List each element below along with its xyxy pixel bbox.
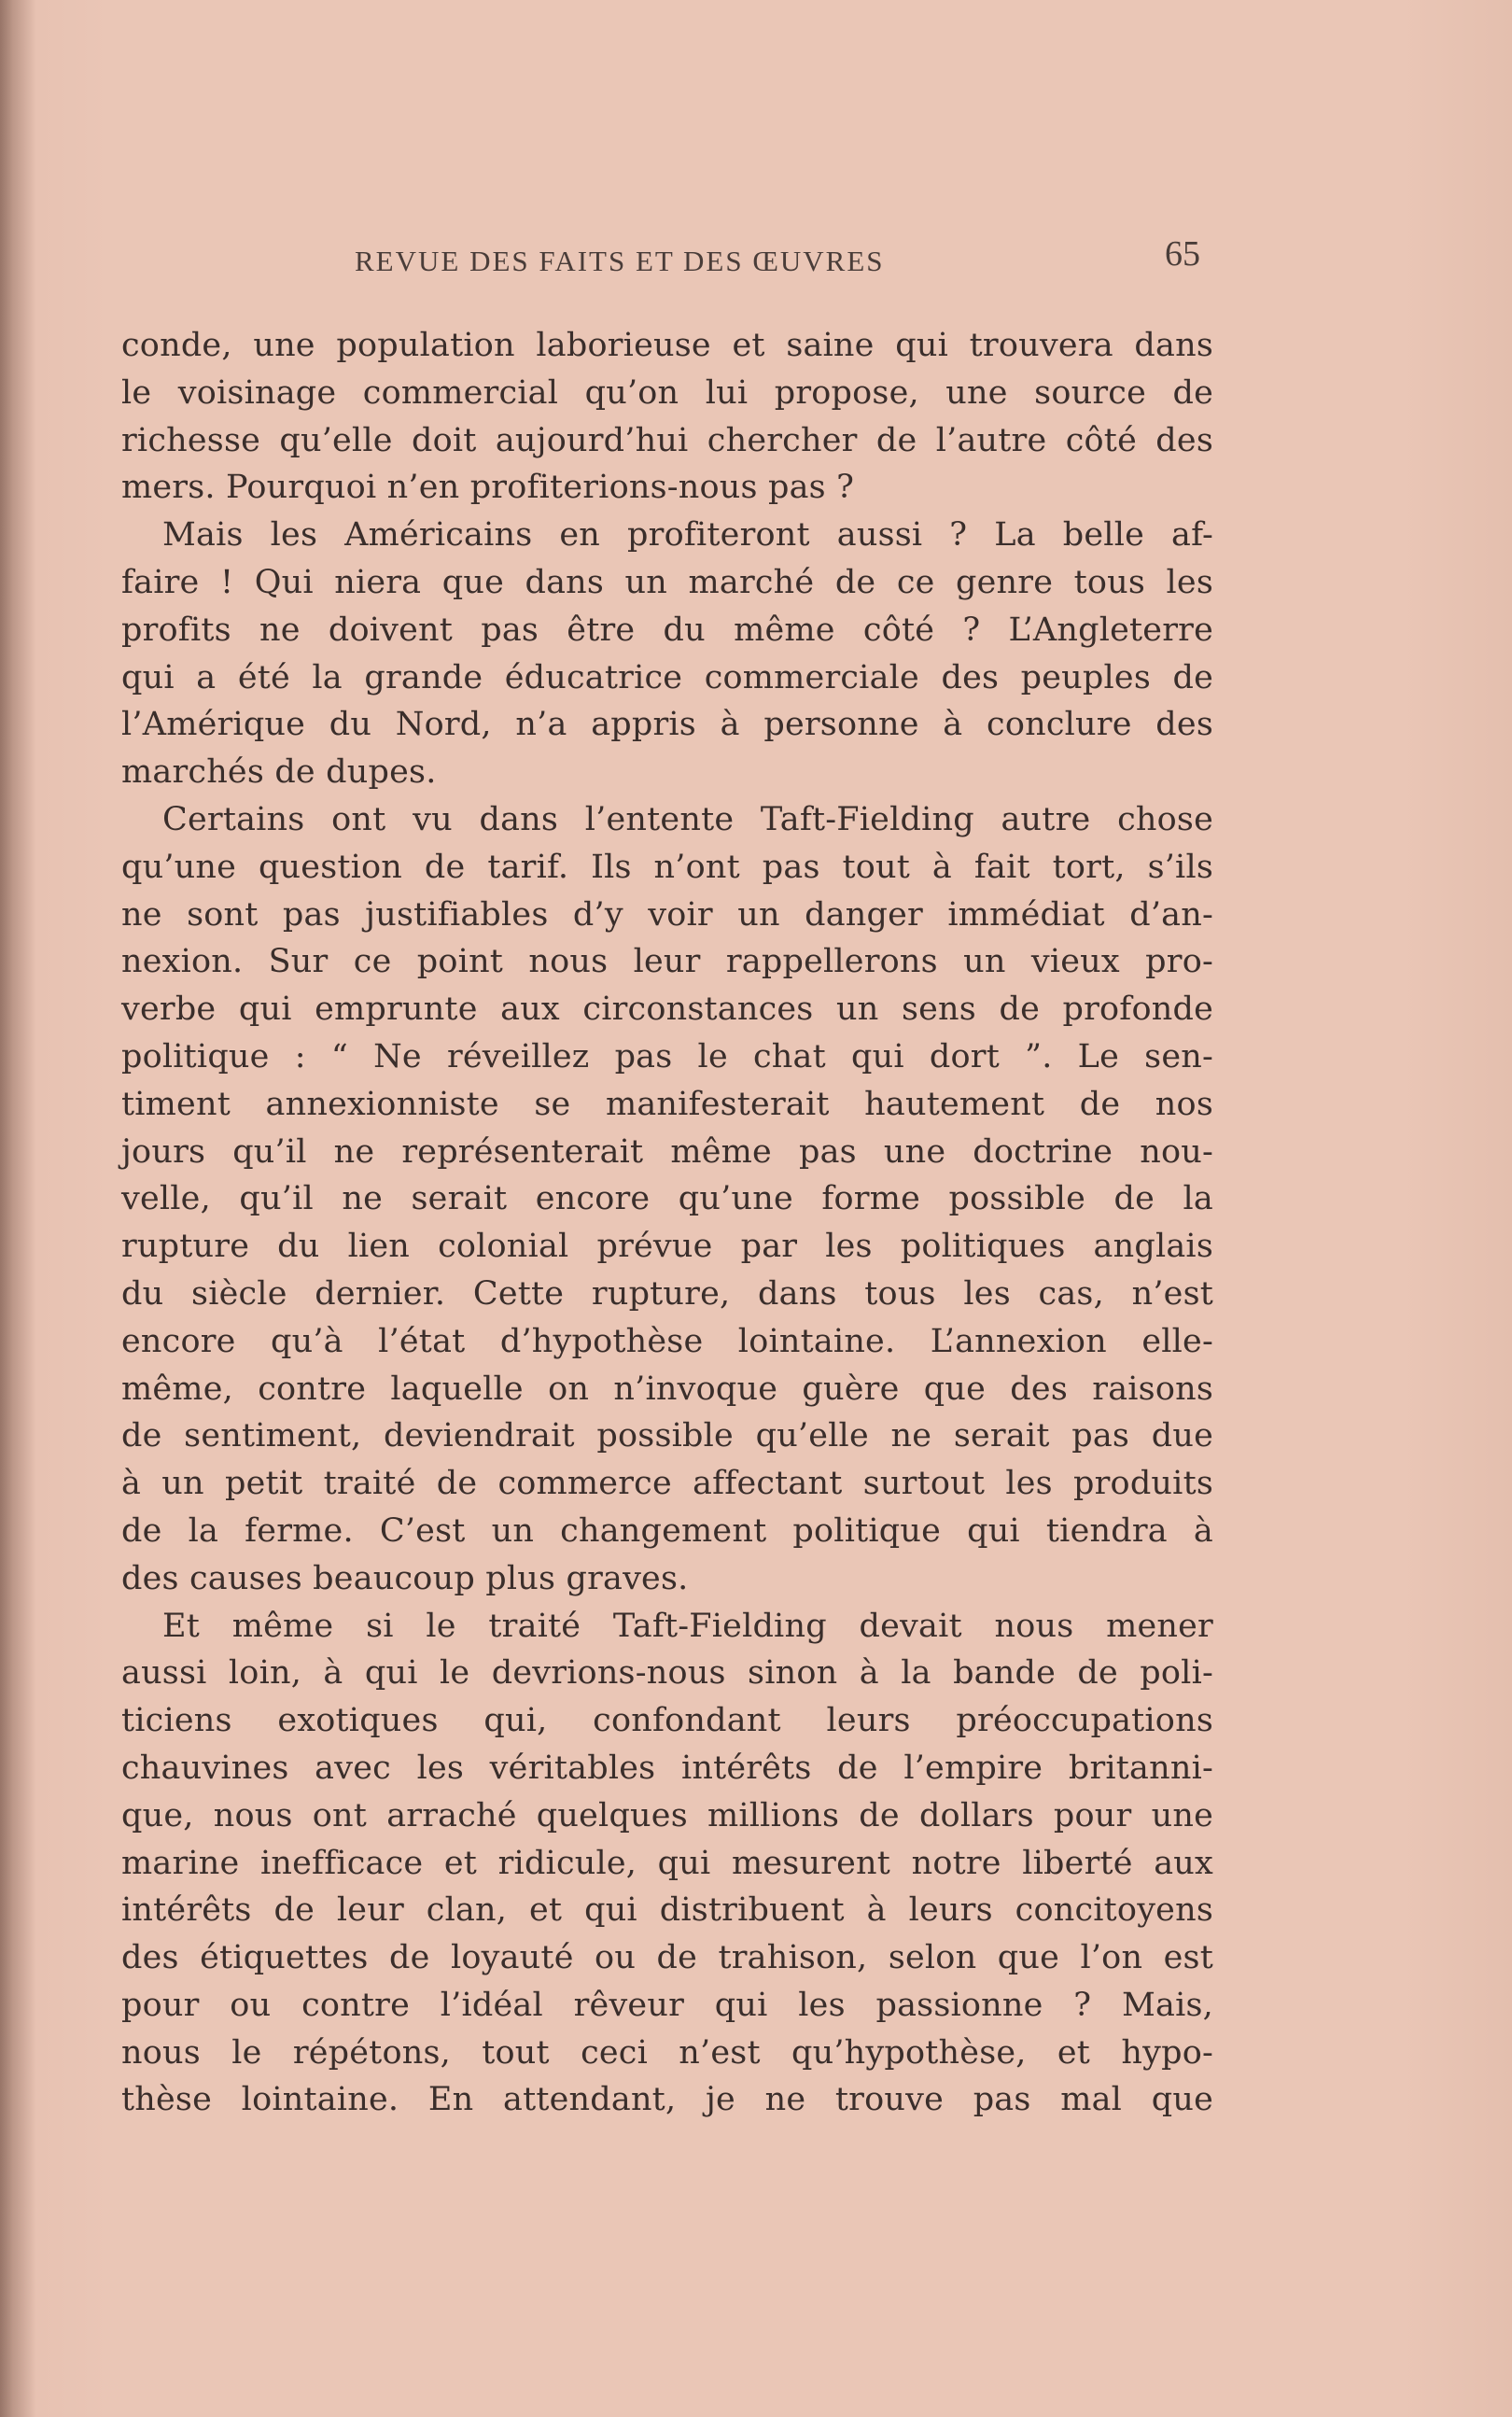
text-line: chauvines avec les véritables intérêts de l’empire britanni- xyxy=(121,1749,1213,1787)
text-line: l’Amérique du Nord, n’a appris à personne à conclure des xyxy=(121,706,1213,744)
text-line: Et même si le traité Taft-Fielding devait nous mener xyxy=(162,1607,1213,1645)
text-line: ne sont pas justifiables d’y voir un danger immédiat d’an- xyxy=(121,895,1213,934)
text-line: qu’une question de tarif. Ils n’ont pas tout à fait tort, s’ils xyxy=(121,848,1213,886)
text-line: aussi loin, à qui le devrions-nous sinon à la bande de poli- xyxy=(121,1654,1213,1693)
text-line: velle, qu’il ne serait encore qu’une forme possible de la xyxy=(121,1180,1213,1218)
body-text xyxy=(121,322,1213,2124)
text-line: nexion. Sur ce point nous leur rappellerons un vieux pro- xyxy=(121,943,1213,981)
page-number: 65 xyxy=(1165,234,1200,274)
text-line: thèse lointaine. En attendant, je ne trouve pas mal que xyxy=(121,2081,1213,2119)
text-line: de la ferme. C’est un changement politique qui tiendra à xyxy=(121,1511,1213,1550)
text-line: à un petit traité de commerce affectant surtout les produits xyxy=(121,1465,1213,1503)
text-line: Mais les Américains en profiteront aussi ? La belle af- xyxy=(162,516,1213,555)
text-line: faire ! Qui niera que dans un marché de ce genre tous les xyxy=(121,563,1213,601)
text-line: de sentiment, deviendrait possible qu’elle ne serait pas due xyxy=(121,1417,1213,1455)
text-line: même, contre laquelle on n’invoque guère que des raisons xyxy=(121,1370,1213,1408)
text-line: intérêts de leur clan, et qui distribuent à leurs concitoyens xyxy=(121,1891,1213,1930)
text-line: marchés de dupes. xyxy=(121,753,437,792)
text-line: politique : “ Ne réveillez pas le chat qui dort ”. Le sen- xyxy=(121,1037,1213,1075)
text-line: mers. Pourquoi n’en profiterions-nous pas ? xyxy=(121,469,855,507)
text-line: encore qu’à l’état d’hypothèse lointaine. L’annexion elle- xyxy=(121,1322,1213,1360)
text-line: des causes beaucoup plus graves. xyxy=(121,1559,689,1597)
text-line: des étiquettes de loyauté ou de trahison, selon que l’on est xyxy=(121,1939,1213,1977)
text-line: nous le répétons, tout ceci n’est qu’hypothèse, et hypo- xyxy=(121,2033,1213,2072)
text-line: que, nous ont arraché quelques millions de dollars pour une xyxy=(121,1796,1213,1834)
text-line: du siècle dernier. Cette rupture, dans tous les cas, n’est xyxy=(121,1274,1213,1313)
page-spine-shadow xyxy=(0,0,35,2417)
text-line: le voisinage commercial qu’on lui propose, une source de xyxy=(121,373,1213,412)
text-line: rupture du lien colonial prévue par les politiques anglais xyxy=(121,1228,1213,1266)
text-line: profits ne doivent pas être du même côté ? L’Angleterre xyxy=(121,611,1213,649)
text-line: verbe qui emprunte aux circonstances un sens de profonde xyxy=(121,991,1213,1029)
text-line: jours qu’il ne représenterait même pas une doctrine nou- xyxy=(121,1132,1213,1171)
text-line: richesse qu’elle doit aujourd’hui chercher de l’autre côté des xyxy=(121,421,1213,459)
text-line: marine inefficace et ridicule, qui mesurent notre liberté aux xyxy=(121,1844,1213,1882)
text-line: qui a été la grande éducatrice commerciale des peuples de xyxy=(121,658,1213,696)
text-line: conde, une population laborieuse et saine qui trouvera dans xyxy=(121,327,1213,364)
text-line: timent annexionniste se manifesterait hautement de nos xyxy=(121,1085,1213,1123)
text-line: ticiens exotiques qui, confondant leurs préoccupations xyxy=(121,1702,1213,1740)
running-title: REVUE DES FAITS ET DES ŒUVRES xyxy=(355,245,885,277)
text-line: pour ou contre l’idéal rêveur qui les passionne ? Mais, xyxy=(121,1986,1213,2024)
text-line: Certains ont vu dans l’entente Taft-Fielding autre chose xyxy=(162,800,1213,838)
